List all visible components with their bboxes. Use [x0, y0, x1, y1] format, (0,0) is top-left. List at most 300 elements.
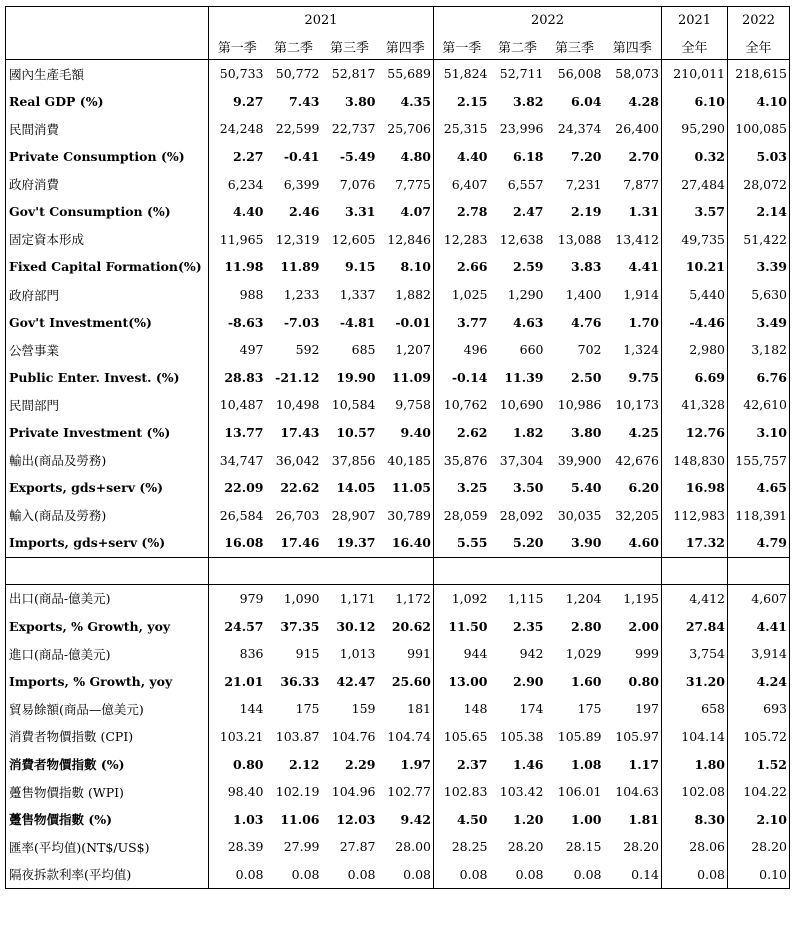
spacer-cell — [604, 557, 662, 584]
value-cell: 2.47 — [513, 204, 544, 220]
value-cell: 9.27 — [209, 88, 266, 116]
value-cell: 28.83 — [209, 364, 266, 392]
year-header-row — [6, 7, 790, 34]
table-row — [6, 170, 790, 198]
row-label: Public Enter. Invest. (%) — [6, 364, 209, 392]
value-cell: 37.35 — [280, 618, 320, 634]
value-cell: 3.39 — [728, 253, 790, 281]
row-label: 民間部門 — [6, 391, 209, 419]
value-cell: 4.25 — [604, 419, 662, 447]
row-label: 公營事業 — [6, 336, 209, 364]
value-cell: -0.41 — [283, 149, 320, 165]
value-cell: 148,830 — [662, 446, 728, 474]
value-cell: -4.81 — [339, 314, 376, 330]
value-cell: 5,630 — [728, 281, 790, 309]
value-cell: -0.01 — [378, 308, 434, 336]
quarter-header: 第一季 — [209, 33, 266, 60]
value-cell: 103.42 — [499, 784, 544, 800]
value-cell: 3,754 — [662, 640, 728, 668]
value-cell: 3.50 — [513, 480, 544, 496]
value-cell: 174 — [519, 701, 544, 717]
value-cell: 5.20 — [490, 529, 546, 557]
value-cell: 42,610 — [728, 391, 790, 419]
value-cell: 2.10 — [728, 805, 790, 833]
value-cell: 1.70 — [604, 308, 662, 336]
value-cell: 2.70 — [604, 143, 662, 171]
value-cell: 27.87 — [339, 839, 376, 855]
value-cell: 105.89 — [557, 728, 602, 744]
value-cell: 35,876 — [434, 446, 490, 474]
value-cell: 14.05 — [336, 480, 376, 496]
value-cell: 1,324 — [604, 336, 662, 364]
spacer-cell — [266, 557, 322, 584]
value-cell: 98.40 — [209, 778, 266, 806]
value-cell: 8.10 — [378, 253, 434, 281]
row-label: Exports, gds+serv (%) — [6, 474, 209, 502]
value-cell: 0.08 — [434, 861, 490, 889]
value-cell: 10,498 — [275, 397, 320, 413]
value-cell: 592 — [295, 342, 320, 358]
value-cell: 28,059 — [434, 502, 490, 530]
row-label: 躉售物價指數 (WPI) — [6, 778, 209, 806]
value-cell: 37,304 — [499, 452, 544, 468]
table-row — [6, 226, 790, 254]
value-cell: 24,374 — [557, 121, 602, 137]
value-cell: 836 — [209, 640, 266, 668]
value-cell: 28.39 — [209, 833, 266, 861]
value-cell: 7,877 — [604, 170, 662, 198]
value-cell: 181 — [378, 695, 434, 723]
value-cell: 2.66 — [434, 253, 490, 281]
table-row — [6, 640, 790, 668]
value-cell: 22.62 — [280, 480, 320, 496]
value-cell: 4,412 — [662, 584, 728, 612]
value-cell: 3.57 — [662, 198, 728, 226]
value-cell: 7,076 — [339, 176, 376, 192]
value-cell: 2.14 — [728, 198, 790, 226]
value-cell: -5.49 — [339, 149, 376, 165]
value-cell: 0.08 — [266, 861, 322, 889]
value-cell: 30.12 — [336, 618, 376, 634]
value-cell: 999 — [604, 640, 662, 668]
value-cell: 0.08 — [322, 861, 378, 889]
value-cell: 660 — [519, 342, 544, 358]
value-cell: 25,706 — [378, 115, 434, 143]
value-cell: 988 — [209, 281, 266, 309]
value-cell: 12,283 — [434, 226, 490, 254]
value-cell: 13.77 — [209, 419, 266, 447]
value-cell: 106.01 — [557, 784, 602, 800]
table-row — [6, 198, 790, 226]
row-label: 民間消費 — [6, 115, 209, 143]
value-cell: 2,980 — [662, 336, 728, 364]
value-cell: -7.03 — [283, 314, 320, 330]
value-cell: 2.35 — [513, 618, 544, 634]
value-cell: 105.97 — [604, 723, 662, 751]
value-cell: 7,231 — [565, 176, 602, 192]
table-row — [6, 861, 790, 889]
row-label: 隔夜拆款利率(平均值) — [6, 861, 209, 889]
value-cell: 24.57 — [209, 612, 266, 640]
value-cell: 12.76 — [662, 419, 728, 447]
value-cell: 496 — [434, 336, 490, 364]
row-label: 政府部門 — [6, 281, 209, 309]
table-row — [6, 474, 790, 502]
spacer-cell — [6, 557, 209, 584]
value-cell: 6.10 — [662, 88, 728, 116]
value-cell: 6,399 — [283, 176, 320, 192]
value-cell: 9.75 — [604, 364, 662, 392]
value-cell: 1.46 — [513, 756, 544, 772]
row-label: Private Investment (%) — [6, 419, 209, 447]
value-cell: 3.25 — [434, 474, 490, 502]
value-cell: 3,914 — [728, 640, 790, 668]
value-cell: 1.97 — [378, 750, 434, 778]
row-label: 國內生產毛額 — [6, 60, 209, 88]
value-cell: 1,290 — [507, 287, 544, 303]
spacer-cell — [434, 557, 490, 584]
value-cell: 3.49 — [728, 308, 790, 336]
value-cell: 27,484 — [662, 170, 728, 198]
value-cell: 3.80 — [345, 93, 376, 109]
value-cell: 7.43 — [289, 93, 320, 109]
quarter-header: 第三季 — [322, 33, 378, 60]
value-cell: 4.41 — [728, 612, 790, 640]
value-cell: 24,248 — [209, 115, 266, 143]
value-cell: 102.83 — [434, 778, 490, 806]
value-cell: 105.38 — [499, 728, 544, 744]
value-cell: 175 — [295, 701, 320, 717]
value-cell: 27.99 — [283, 839, 320, 855]
quarter-header-row — [6, 33, 790, 60]
row-label: Exports, % Growth, yoy — [6, 612, 209, 640]
value-cell: 103.21 — [209, 723, 266, 751]
value-cell: 3.80 — [571, 425, 602, 441]
value-cell: 10,986 — [557, 397, 602, 413]
value-cell: 6,234 — [209, 170, 266, 198]
value-cell: 685 — [351, 342, 376, 358]
value-cell: 1,914 — [604, 281, 662, 309]
value-cell: 13,412 — [604, 226, 662, 254]
value-cell: 4.41 — [604, 253, 662, 281]
table-row — [6, 88, 790, 116]
value-cell: 4.24 — [728, 667, 790, 695]
quarter-header: 第三季 — [546, 33, 604, 60]
value-cell: 104.96 — [331, 784, 376, 800]
economic-indicators-table — [5, 6, 790, 889]
value-cell: 6.04 — [571, 93, 602, 109]
value-cell: 4,607 — [728, 584, 790, 612]
value-cell: 26,703 — [275, 507, 320, 523]
value-cell: 51,422 — [728, 226, 790, 254]
value-cell: 1,025 — [434, 281, 490, 309]
value-cell: 28,092 — [499, 507, 544, 523]
value-cell: 1,090 — [283, 590, 320, 606]
value-cell: 3.83 — [571, 259, 602, 275]
value-cell: 26,400 — [604, 115, 662, 143]
value-cell: 9.15 — [345, 259, 376, 275]
table-body — [6, 7, 790, 889]
value-cell: 27.84 — [662, 612, 728, 640]
table-row — [6, 364, 790, 392]
value-cell: 10,690 — [499, 397, 544, 413]
value-cell: 9.42 — [378, 805, 434, 833]
value-cell: 36,042 — [275, 452, 320, 468]
value-cell: 4.50 — [434, 805, 490, 833]
value-cell: 28.25 — [434, 833, 490, 861]
value-cell: 56,008 — [557, 66, 602, 82]
value-cell: 12,846 — [378, 226, 434, 254]
value-cell: 11.06 — [280, 811, 320, 827]
value-cell: 1,400 — [565, 287, 602, 303]
value-cell: 175 — [577, 701, 602, 717]
value-cell: 19.90 — [336, 369, 376, 385]
value-cell: 23,996 — [499, 121, 544, 137]
value-cell: 17.32 — [662, 529, 728, 557]
table-row — [6, 115, 790, 143]
table-row — [6, 308, 790, 336]
value-cell: 6.76 — [728, 364, 790, 392]
table-row — [6, 723, 790, 751]
table-row — [6, 529, 790, 557]
value-cell: 13,088 — [557, 231, 602, 247]
value-cell: 21.01 — [209, 667, 266, 695]
annual-header: 全年 — [728, 33, 790, 60]
value-cell: 2.80 — [571, 618, 602, 634]
value-cell: 13.00 — [434, 667, 490, 695]
quarter-header: 第二季 — [266, 33, 322, 60]
spacer-cell — [490, 557, 546, 584]
value-cell: 55,689 — [378, 60, 434, 88]
value-cell: 34,747 — [209, 446, 266, 474]
value-cell: 1.52 — [728, 750, 790, 778]
value-cell: 103.87 — [275, 728, 320, 744]
value-cell: 155,757 — [728, 446, 790, 474]
row-label: 進口(商品-億美元) — [6, 640, 209, 668]
value-cell: 118,391 — [728, 502, 790, 530]
value-cell: 0.14 — [604, 861, 662, 889]
value-cell: 1,337 — [339, 287, 376, 303]
value-cell: 4.07 — [378, 198, 434, 226]
value-cell: 9.40 — [378, 419, 434, 447]
corner-cell — [6, 7, 209, 34]
value-cell: 4.10 — [728, 88, 790, 116]
value-cell: 25,315 — [434, 115, 490, 143]
value-cell: 1,195 — [604, 584, 662, 612]
quarter-header: 第二季 — [490, 33, 546, 60]
row-label: 固定資本形成 — [6, 226, 209, 254]
table-row — [6, 60, 790, 88]
value-cell: 1.60 — [571, 673, 602, 689]
spacer-cell — [378, 557, 434, 584]
value-cell: 10.57 — [336, 425, 376, 441]
row-label: 輸入(商品及勞務) — [6, 502, 209, 530]
annual-year-2021: 2021 — [662, 7, 728, 34]
value-cell: 218,615 — [728, 60, 790, 88]
value-cell: 4.40 — [209, 198, 266, 226]
table-row — [6, 446, 790, 474]
value-cell: 32,205 — [604, 502, 662, 530]
value-cell: 1,204 — [565, 590, 602, 606]
value-cell: 50,733 — [209, 60, 266, 88]
spacer-cell — [728, 557, 790, 584]
spacer-cell — [322, 557, 378, 584]
value-cell: 1,233 — [283, 287, 320, 303]
table-row — [6, 612, 790, 640]
value-cell: 5,440 — [662, 281, 728, 309]
corner-cell-lower — [6, 33, 209, 60]
value-cell: 105.65 — [434, 723, 490, 751]
value-cell: 10,584 — [331, 397, 376, 413]
value-cell: 144 — [209, 695, 266, 723]
value-cell: 25.60 — [378, 667, 434, 695]
value-cell: 1.80 — [662, 750, 728, 778]
year-header-2022: 2022 — [434, 7, 662, 34]
value-cell: 159 — [351, 701, 376, 717]
row-label: 躉售物價指數 (%) — [6, 805, 209, 833]
value-cell: 702 — [577, 342, 602, 358]
row-label: Imports, gds+serv (%) — [6, 529, 209, 557]
row-label: 出口(商品-億美元) — [6, 584, 209, 612]
value-cell: 22,737 — [331, 121, 376, 137]
value-cell: 6,557 — [507, 176, 544, 192]
value-cell: 0.32 — [662, 143, 728, 171]
quarter-header: 第一季 — [434, 33, 490, 60]
value-cell: 915 — [295, 646, 320, 662]
value-cell: 28.00 — [378, 833, 434, 861]
value-cell: 4.40 — [434, 143, 490, 171]
value-cell: 3.10 — [728, 419, 790, 447]
spacer-cell — [546, 557, 604, 584]
value-cell: 0.08 — [490, 861, 546, 889]
value-cell: 3.90 — [546, 529, 604, 557]
value-cell: 3.82 — [513, 93, 544, 109]
row-label: Gov't Consumption (%) — [6, 198, 209, 226]
table-row — [6, 336, 790, 364]
value-cell: 49,735 — [662, 226, 728, 254]
value-cell: 11.05 — [378, 474, 434, 502]
table-row — [6, 253, 790, 281]
table-row — [6, 805, 790, 833]
value-cell: 4.76 — [571, 314, 602, 330]
value-cell: 2.12 — [289, 756, 320, 772]
value-cell: 52,817 — [331, 66, 376, 82]
value-cell: 658 — [662, 695, 728, 723]
value-cell: 12.03 — [336, 811, 376, 827]
value-cell: 4.80 — [378, 143, 434, 171]
table-row — [6, 833, 790, 861]
value-cell: 28.20 — [604, 833, 662, 861]
value-cell: 3,182 — [728, 336, 790, 364]
value-cell: 104.74 — [378, 723, 434, 751]
table-row — [6, 778, 790, 806]
value-cell: 10,487 — [209, 391, 266, 419]
value-cell: 2.46 — [289, 204, 320, 220]
value-cell: 39,900 — [557, 452, 602, 468]
value-cell: 95,290 — [662, 115, 728, 143]
value-cell: 2.37 — [434, 750, 490, 778]
value-cell: 12,638 — [499, 231, 544, 247]
value-cell: 16.40 — [378, 529, 434, 557]
value-cell: 42,676 — [604, 446, 662, 474]
value-cell: 11.09 — [378, 364, 434, 392]
value-cell: 2.62 — [434, 419, 490, 447]
value-cell: 9,758 — [378, 391, 434, 419]
value-cell: 210,011 — [662, 60, 728, 88]
value-cell: 2.59 — [513, 259, 544, 275]
value-cell: 1,013 — [339, 646, 376, 662]
value-cell: 11.89 — [280, 259, 320, 275]
value-cell: 0.80 — [604, 667, 662, 695]
value-cell: 104.22 — [728, 778, 790, 806]
value-cell: 26,584 — [209, 502, 266, 530]
value-cell: 7.20 — [571, 149, 602, 165]
row-label: Private Consumption (%) — [6, 143, 209, 171]
value-cell: 6.20 — [604, 474, 662, 502]
value-cell: 1,882 — [378, 281, 434, 309]
value-cell: 41,328 — [662, 391, 728, 419]
table-row — [6, 667, 790, 695]
value-cell: 944 — [434, 640, 490, 668]
value-cell: 10,762 — [434, 391, 490, 419]
value-cell: 50,772 — [275, 66, 320, 82]
value-cell: 12,605 — [331, 231, 376, 247]
table-row — [6, 419, 790, 447]
value-cell: 3.31 — [345, 204, 376, 220]
value-cell: 979 — [209, 584, 266, 612]
value-cell: 4.63 — [513, 314, 544, 330]
value-cell: 20.62 — [378, 612, 434, 640]
value-cell: 11,965 — [209, 226, 266, 254]
value-cell: 497 — [209, 336, 266, 364]
row-label: Gov't Investment(%) — [6, 308, 209, 336]
quarter-header: 第四季 — [378, 33, 434, 60]
row-label: 匯率(平均值)(NT$/US$) — [6, 833, 209, 861]
spacer-cell — [209, 557, 266, 584]
value-cell: 40,185 — [378, 446, 434, 474]
row-label: 政府消費 — [6, 170, 209, 198]
value-cell: 22,599 — [275, 121, 320, 137]
value-cell: 102.08 — [662, 778, 728, 806]
value-cell: -8.63 — [209, 308, 266, 336]
value-cell: 28.06 — [662, 833, 728, 861]
value-cell: 31.20 — [662, 667, 728, 695]
value-cell: 30,789 — [378, 502, 434, 530]
value-cell: 4.60 — [604, 529, 662, 557]
value-cell: 1.82 — [513, 425, 544, 441]
spacer-cell — [662, 557, 728, 584]
row-label: Imports, % Growth, yoy — [6, 667, 209, 695]
value-cell: 28.20 — [728, 833, 790, 861]
value-cell: 4.79 — [728, 529, 790, 557]
value-cell: 5.03 — [728, 143, 790, 171]
value-cell: 0.08 — [546, 861, 604, 889]
section-spacer-row — [6, 557, 790, 584]
value-cell: 28.15 — [565, 839, 602, 855]
value-cell: 42.47 — [336, 673, 376, 689]
value-cell: 28,907 — [331, 507, 376, 523]
value-cell: 1.17 — [604, 750, 662, 778]
value-cell: 3.77 — [434, 308, 490, 336]
value-cell: 22.09 — [209, 474, 266, 502]
row-label: Real GDP (%) — [6, 88, 209, 116]
value-cell: 5.55 — [434, 529, 490, 557]
table-row — [6, 281, 790, 309]
value-cell: 16.98 — [662, 474, 728, 502]
value-cell: -0.14 — [434, 364, 490, 392]
value-cell: 104.14 — [662, 723, 728, 751]
year-header-2021: 2021 — [209, 7, 434, 34]
